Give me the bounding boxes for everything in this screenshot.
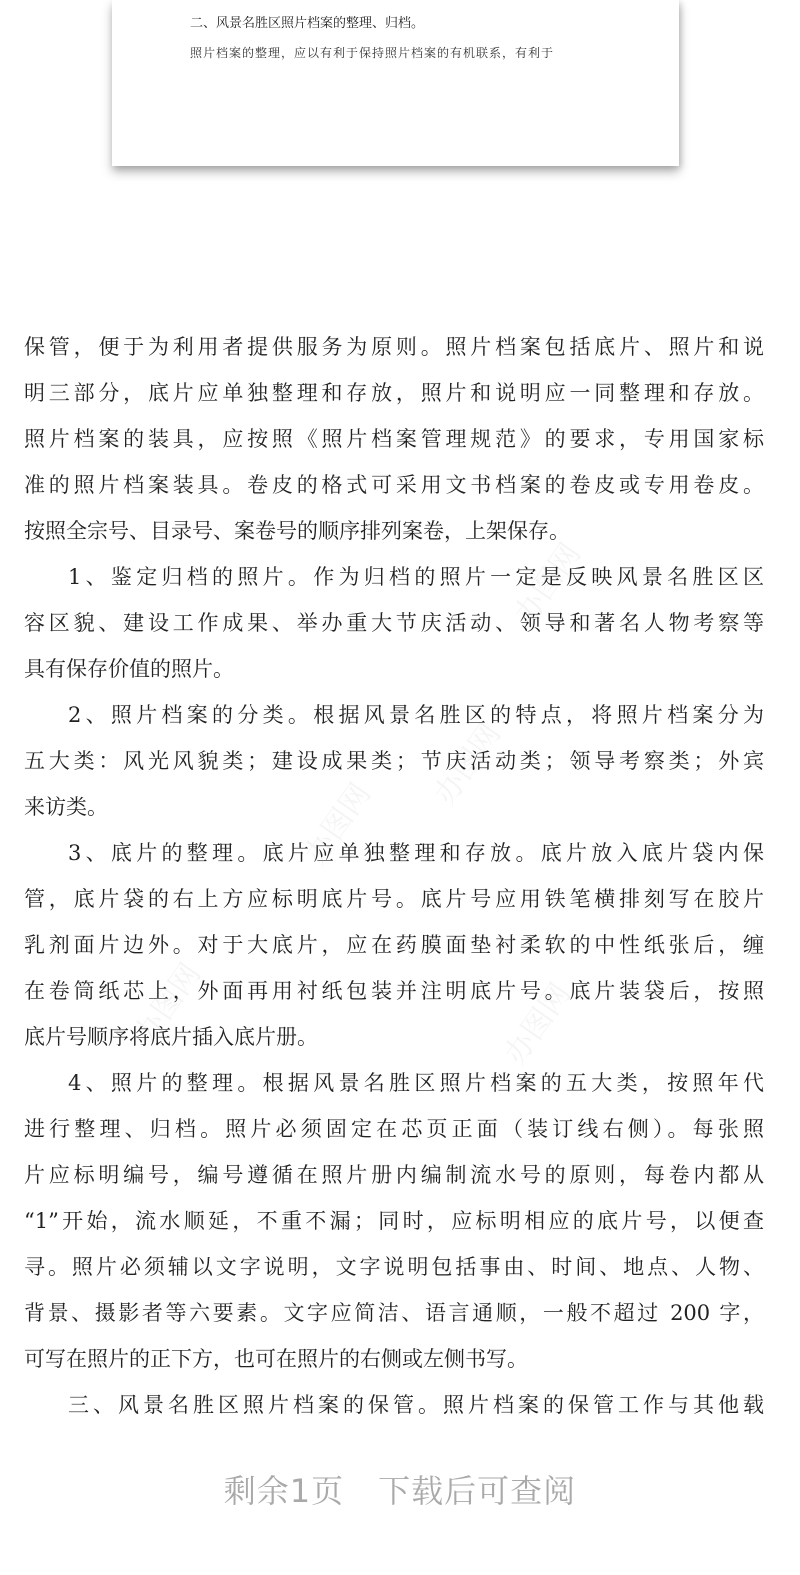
body-line: “1”开始，流水顺延，不重不漏；同时，应标明相应的底片号，以便查 xyxy=(24,1209,764,1233)
body-line: 在卷筒纸芯上，外面再用衬纸包装并注明底片号。底片装袋后，按照 xyxy=(24,979,764,1003)
document-body xyxy=(24,324,784,1428)
body-line: 背景、摄影者等六要素。文字应简洁、语言通顺，一般不超过 200 字， xyxy=(24,1301,764,1325)
body-line: 进行整理、归档。照片必须固定在芯页正面（装订线右侧）。每张照 xyxy=(24,1117,764,1141)
preview-text: 照片档案的整理，应以有利于保持照片档案的有机联系，有利于 xyxy=(190,46,555,60)
body-line: 乳剂面片边外。对于大底片，应在药膜面垫衬柔软的中性纸张后，缠 xyxy=(24,933,764,957)
page-preview-card xyxy=(112,0,679,166)
preview-heading: 二、风景名胜区照片档案的整理、归档。 xyxy=(190,16,425,31)
body-line: 片应标明编号，编号遵循在照片册内编制流水号的原则，每卷内都从 xyxy=(24,1163,764,1187)
body-line: 按照全宗号、目录号、案卷号的顺序排列案卷，上架保存。 xyxy=(24,519,570,543)
remaining-pages-label[interactable]: 剩余1页 xyxy=(223,1472,345,1510)
body-line: 具有保存价值的照片。 xyxy=(24,657,234,681)
body-line: 底片号顺序将底片插入底片册。 xyxy=(24,1025,318,1049)
body-line: 3、底片的整理。底片应单独整理和存放。底片放入底片袋内保 xyxy=(68,841,764,865)
body-line: 照片档案的装具，应按照《照片档案管理规范》的要求，专用国家标 xyxy=(24,427,764,451)
section-3-text: 照片档案的保管工作与其他载 xyxy=(443,1393,764,1417)
body-line: 管，底片袋的右上方应标明底片号。底片号应用铁笔横排刻写在胶片 xyxy=(24,887,764,911)
body-line: 4、照片的整理。根据风景名胜区照片档案的五大类，按照年代 xyxy=(68,1071,764,1095)
body-line: 准的照片档案装具。卷皮的格式可采用文书档案的卷皮或专用卷皮。 xyxy=(24,473,764,497)
body-line: 五大类：风光风貌类；建设成果类；节庆活动类；领导考察类；外宾 xyxy=(24,749,764,773)
body-line: 保管，便于为利用者提供服务为原则。照片档案包括底片、照片和说 xyxy=(24,335,764,359)
body-line: 1、鉴定归档的照片。作为归档的照片一定是反映风景名胜区区 xyxy=(68,565,764,589)
section-3-line xyxy=(24,1382,764,1428)
body-line: 容区貌、建设工作成果、举办重大节庆活动、领导和著名人物考察等 xyxy=(24,611,764,635)
body-line: 寻。照片必须辅以文字说明，文字说明包括事由、时间、地点、人物、 xyxy=(24,1255,764,1279)
body-line: 来访类。 xyxy=(24,795,108,819)
body-line: 可写在照片的正下方，也可在照片的右侧或左侧书写。 xyxy=(24,1347,528,1371)
download-prompt[interactable] xyxy=(0,1466,800,1512)
section-3-title: 三、风景名胜区照片档案的保管。 xyxy=(68,1393,443,1417)
body-line: 明三部分，底片应单独整理和存放，照片和说明应一同整理和存放。 xyxy=(24,381,764,405)
download-to-view-label[interactable]: 下载后可查阅 xyxy=(378,1472,577,1510)
body-line: 2、照片档案的分类。根据风景名胜区的特点，将照片档案分为 xyxy=(68,703,764,727)
